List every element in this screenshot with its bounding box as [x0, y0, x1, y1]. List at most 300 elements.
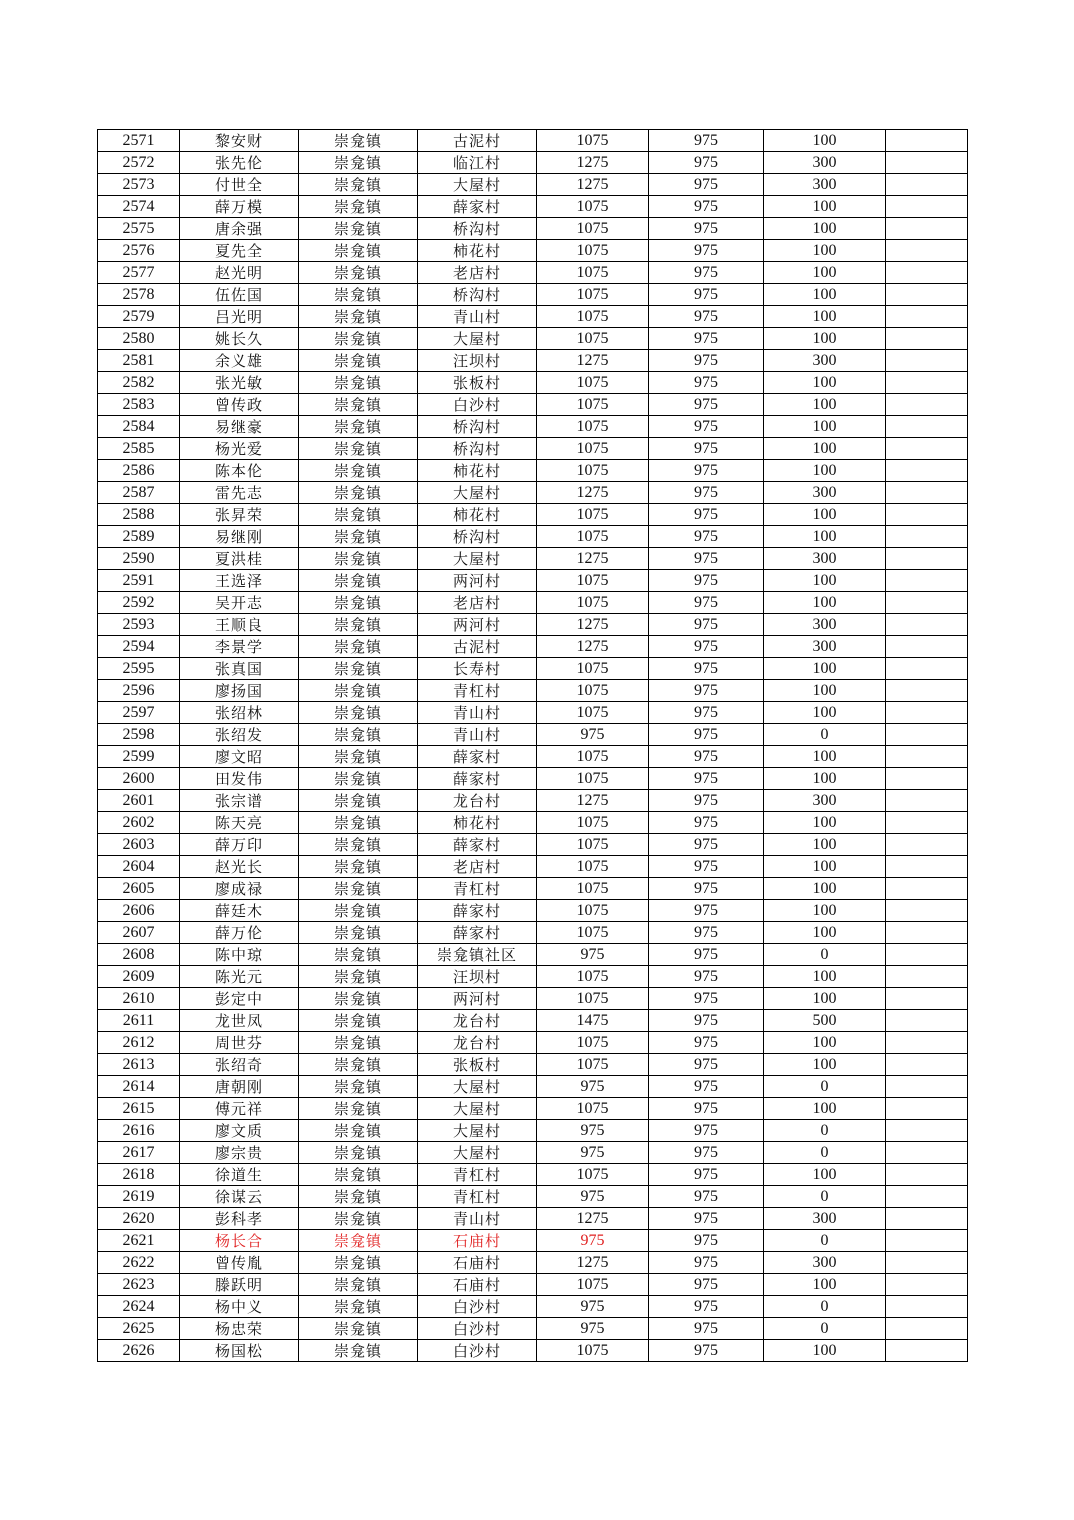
row-id-cell: 2613 [98, 1054, 180, 1076]
base-cell: 975 [649, 328, 764, 350]
row-id-cell: 2617 [98, 1142, 180, 1164]
difference-cell: 100 [764, 196, 886, 218]
name-cell: 王选泽 [180, 570, 299, 592]
town-cell: 崇龛镇 [299, 350, 418, 372]
table-row [98, 680, 968, 702]
name-cell: 陈天亮 [180, 812, 299, 834]
name-cell: 薛万模 [180, 196, 299, 218]
row-id-cell: 2614 [98, 1076, 180, 1098]
town-cell: 崇龛镇 [299, 548, 418, 570]
base-cell: 975 [649, 746, 764, 768]
difference-cell: 100 [764, 878, 886, 900]
base-cell: 975 [649, 570, 764, 592]
town-cell: 崇龛镇 [299, 1296, 418, 1318]
name-cell: 易继刚 [180, 526, 299, 548]
amount-cell: 1075 [537, 680, 649, 702]
amount-cell: 1075 [537, 1340, 649, 1362]
village-cell: 大屋村 [418, 174, 537, 196]
difference-cell: 100 [764, 834, 886, 856]
difference-cell: 100 [764, 658, 886, 680]
village-cell: 青杠村 [418, 878, 537, 900]
amount-cell: 975 [537, 1076, 649, 1098]
row-id-cell: 2623 [98, 1274, 180, 1296]
table-row [98, 1318, 968, 1340]
table-row [98, 1032, 968, 1054]
village-cell: 柿花村 [418, 240, 537, 262]
amount-cell: 1075 [537, 526, 649, 548]
table-row [98, 1208, 968, 1230]
remark-cell [886, 350, 968, 372]
table-row [98, 636, 968, 658]
row-id-cell: 2574 [98, 196, 180, 218]
town-cell: 崇龛镇 [299, 438, 418, 460]
base-cell: 975 [649, 1296, 764, 1318]
difference-cell: 300 [764, 548, 886, 570]
base-cell: 975 [649, 944, 764, 966]
difference-cell: 100 [764, 966, 886, 988]
row-id-cell: 2608 [98, 944, 180, 966]
base-cell: 975 [649, 834, 764, 856]
table-row [98, 328, 968, 350]
difference-cell: 0 [764, 1120, 886, 1142]
town-cell: 崇龛镇 [299, 636, 418, 658]
difference-cell: 500 [764, 1010, 886, 1032]
village-cell: 大屋村 [418, 328, 537, 350]
table-row [98, 174, 968, 196]
village-cell: 白沙村 [418, 1318, 537, 1340]
name-cell: 滕跃明 [180, 1274, 299, 1296]
amount-cell: 1075 [537, 856, 649, 878]
row-id-cell: 2591 [98, 570, 180, 592]
base-cell: 975 [649, 1164, 764, 1186]
village-cell: 临江村 [418, 152, 537, 174]
village-cell: 桥沟村 [418, 416, 537, 438]
difference-cell: 100 [764, 504, 886, 526]
remark-cell [886, 790, 968, 812]
row-id-cell: 2604 [98, 856, 180, 878]
row-id-cell: 2602 [98, 812, 180, 834]
town-cell: 崇龛镇 [299, 1032, 418, 1054]
difference-cell: 0 [764, 1142, 886, 1164]
amount-cell: 1075 [537, 812, 649, 834]
difference-cell: 300 [764, 152, 886, 174]
remark-cell [886, 658, 968, 680]
name-cell: 廖扬国 [180, 680, 299, 702]
table-row [98, 152, 968, 174]
remark-cell [886, 240, 968, 262]
amount-cell: 975 [537, 1120, 649, 1142]
name-cell: 杨长合 [180, 1230, 299, 1252]
name-cell: 夏洪桂 [180, 548, 299, 570]
base-cell: 975 [649, 460, 764, 482]
name-cell: 周世芬 [180, 1032, 299, 1054]
amount-cell: 1075 [537, 218, 649, 240]
row-id-cell: 2594 [98, 636, 180, 658]
town-cell: 崇龛镇 [299, 900, 418, 922]
table-row [98, 438, 968, 460]
remark-cell [886, 812, 968, 834]
table-row [98, 130, 968, 152]
difference-cell: 0 [764, 1076, 886, 1098]
village-cell: 张板村 [418, 1054, 537, 1076]
village-cell: 张板村 [418, 372, 537, 394]
remark-cell [886, 614, 968, 636]
name-cell: 廖宗贵 [180, 1142, 299, 1164]
table-row [98, 1296, 968, 1318]
row-id-cell: 2611 [98, 1010, 180, 1032]
name-cell: 易继豪 [180, 416, 299, 438]
table-row [98, 416, 968, 438]
town-cell: 崇龛镇 [299, 1318, 418, 1340]
base-cell: 975 [649, 284, 764, 306]
remark-cell [886, 1076, 968, 1098]
amount-cell: 975 [537, 1318, 649, 1340]
name-cell: 王顺良 [180, 614, 299, 636]
row-id-cell: 2581 [98, 350, 180, 372]
name-cell: 吴开志 [180, 592, 299, 614]
village-cell: 大屋村 [418, 1142, 537, 1164]
difference-cell: 100 [764, 394, 886, 416]
table-row [98, 548, 968, 570]
remark-cell [886, 856, 968, 878]
remark-cell [886, 988, 968, 1010]
village-cell: 老店村 [418, 262, 537, 284]
town-cell: 崇龛镇 [299, 922, 418, 944]
village-cell: 两河村 [418, 614, 537, 636]
village-cell: 汪坝村 [418, 350, 537, 372]
town-cell: 崇龛镇 [299, 526, 418, 548]
town-cell: 崇龛镇 [299, 130, 418, 152]
row-id-cell: 2597 [98, 702, 180, 724]
town-cell: 崇龛镇 [299, 262, 418, 284]
remark-cell [886, 1142, 968, 1164]
amount-cell: 1275 [537, 1252, 649, 1274]
town-cell: 崇龛镇 [299, 702, 418, 724]
difference-cell: 300 [764, 1252, 886, 1274]
table-row [98, 1054, 968, 1076]
amount-cell: 1075 [537, 834, 649, 856]
row-id-cell: 2580 [98, 328, 180, 350]
village-cell: 白沙村 [418, 1340, 537, 1362]
name-cell: 彭定中 [180, 988, 299, 1010]
amount-cell: 1075 [537, 988, 649, 1010]
amount-cell: 1075 [537, 1054, 649, 1076]
village-cell: 薛家村 [418, 922, 537, 944]
row-id-cell: 2593 [98, 614, 180, 636]
base-cell: 975 [649, 240, 764, 262]
row-id-cell: 2577 [98, 262, 180, 284]
row-id-cell: 2605 [98, 878, 180, 900]
town-cell: 崇龛镇 [299, 1098, 418, 1120]
amount-cell: 1075 [537, 900, 649, 922]
remark-cell [886, 504, 968, 526]
remark-cell [886, 1164, 968, 1186]
amount-cell: 1075 [537, 966, 649, 988]
name-cell: 伍佐国 [180, 284, 299, 306]
village-cell: 大屋村 [418, 548, 537, 570]
town-cell: 崇龛镇 [299, 1230, 418, 1252]
difference-cell: 0 [764, 1186, 886, 1208]
town-cell: 崇龛镇 [299, 1274, 418, 1296]
village-cell: 汪坝村 [418, 966, 537, 988]
amount-cell: 1075 [537, 878, 649, 900]
name-cell: 杨国松 [180, 1340, 299, 1362]
amount-cell: 1075 [537, 504, 649, 526]
table-row [98, 900, 968, 922]
table-row [98, 702, 968, 724]
table-row [98, 284, 968, 306]
amount-cell: 975 [537, 724, 649, 746]
amount-cell: 1275 [537, 152, 649, 174]
village-cell: 两河村 [418, 988, 537, 1010]
table-row [98, 1230, 968, 1252]
base-cell: 975 [649, 152, 764, 174]
village-cell: 崇龛镇社区 [418, 944, 537, 966]
village-cell: 薛家村 [418, 768, 537, 790]
base-cell: 975 [649, 1340, 764, 1362]
name-cell: 陈本伦 [180, 460, 299, 482]
name-cell: 黎安财 [180, 130, 299, 152]
name-cell: 傅元祥 [180, 1098, 299, 1120]
amount-cell: 1275 [537, 350, 649, 372]
difference-cell: 100 [764, 438, 886, 460]
difference-cell: 100 [764, 1340, 886, 1362]
amount-cell: 1075 [537, 922, 649, 944]
base-cell: 975 [649, 416, 764, 438]
row-id-cell: 2595 [98, 658, 180, 680]
remark-cell [886, 702, 968, 724]
row-id-cell: 2576 [98, 240, 180, 262]
name-cell: 张光敏 [180, 372, 299, 394]
name-cell: 张昇荣 [180, 504, 299, 526]
remark-cell [886, 394, 968, 416]
name-cell: 薛廷木 [180, 900, 299, 922]
table-row [98, 746, 968, 768]
row-id-cell: 2584 [98, 416, 180, 438]
base-cell: 975 [649, 636, 764, 658]
remark-cell [886, 834, 968, 856]
amount-cell: 975 [537, 1186, 649, 1208]
table-row [98, 460, 968, 482]
table-row [98, 526, 968, 548]
difference-cell: 300 [764, 790, 886, 812]
difference-cell: 100 [764, 416, 886, 438]
base-cell: 975 [649, 438, 764, 460]
remark-cell [886, 416, 968, 438]
row-id-cell: 2587 [98, 482, 180, 504]
difference-cell: 100 [764, 812, 886, 834]
name-cell: 张先伦 [180, 152, 299, 174]
remark-cell [886, 284, 968, 306]
base-cell: 975 [649, 614, 764, 636]
remark-cell [886, 746, 968, 768]
remark-cell [886, 900, 968, 922]
table-row [98, 1098, 968, 1120]
town-cell: 崇龛镇 [299, 504, 418, 526]
difference-cell: 0 [764, 1318, 886, 1340]
base-cell: 975 [649, 1186, 764, 1208]
town-cell: 崇龛镇 [299, 1142, 418, 1164]
amount-cell: 1075 [537, 328, 649, 350]
village-cell: 石庙村 [418, 1252, 537, 1274]
difference-cell: 100 [764, 768, 886, 790]
base-cell: 975 [649, 394, 764, 416]
base-cell: 975 [649, 856, 764, 878]
difference-cell: 100 [764, 306, 886, 328]
row-id-cell: 2588 [98, 504, 180, 526]
village-cell: 石庙村 [418, 1230, 537, 1252]
village-cell: 古泥村 [418, 636, 537, 658]
remark-cell [886, 1340, 968, 1362]
town-cell: 崇龛镇 [299, 152, 418, 174]
table-row [98, 944, 968, 966]
name-cell: 姚长久 [180, 328, 299, 350]
amount-cell: 975 [537, 944, 649, 966]
base-cell: 975 [649, 372, 764, 394]
difference-cell: 300 [764, 174, 886, 196]
difference-cell: 100 [764, 570, 886, 592]
village-cell: 桥沟村 [418, 526, 537, 548]
name-cell: 夏先全 [180, 240, 299, 262]
table-row [98, 570, 968, 592]
difference-cell: 0 [764, 944, 886, 966]
remark-cell [886, 724, 968, 746]
difference-cell: 100 [764, 1032, 886, 1054]
amount-cell: 1075 [537, 592, 649, 614]
row-id-cell: 2583 [98, 394, 180, 416]
village-cell: 薛家村 [418, 196, 537, 218]
town-cell: 崇龛镇 [299, 724, 418, 746]
difference-cell: 100 [764, 1054, 886, 1076]
table-row [98, 1340, 968, 1362]
amount-cell: 1075 [537, 284, 649, 306]
village-cell: 龙台村 [418, 790, 537, 812]
base-cell: 975 [649, 768, 764, 790]
amount-cell: 1275 [537, 636, 649, 658]
name-cell: 薛万印 [180, 834, 299, 856]
town-cell: 崇龛镇 [299, 768, 418, 790]
remark-cell [886, 460, 968, 482]
village-cell: 白沙村 [418, 1296, 537, 1318]
row-id-cell: 2592 [98, 592, 180, 614]
remark-cell [886, 570, 968, 592]
town-cell: 崇龛镇 [299, 174, 418, 196]
village-cell: 柿花村 [418, 504, 537, 526]
name-cell: 付世全 [180, 174, 299, 196]
base-cell: 975 [649, 1120, 764, 1142]
name-cell: 杨中义 [180, 1296, 299, 1318]
village-cell: 白沙村 [418, 394, 537, 416]
amount-cell: 1075 [537, 1164, 649, 1186]
amount-cell: 1275 [537, 1208, 649, 1230]
row-id-cell: 2582 [98, 372, 180, 394]
name-cell: 廖文质 [180, 1120, 299, 1142]
village-cell: 长寿村 [418, 658, 537, 680]
amount-cell: 1075 [537, 460, 649, 482]
row-id-cell: 2615 [98, 1098, 180, 1120]
table-row [98, 482, 968, 504]
name-cell: 张宗谱 [180, 790, 299, 812]
base-cell: 975 [649, 196, 764, 218]
row-id-cell: 2622 [98, 1252, 180, 1274]
base-cell: 975 [649, 1076, 764, 1098]
row-id-cell: 2618 [98, 1164, 180, 1186]
name-cell: 唐余强 [180, 218, 299, 240]
difference-cell: 100 [764, 988, 886, 1010]
name-cell: 薛万伦 [180, 922, 299, 944]
difference-cell: 100 [764, 1098, 886, 1120]
remark-cell [886, 1098, 968, 1120]
town-cell: 崇龛镇 [299, 856, 418, 878]
difference-cell: 100 [764, 922, 886, 944]
name-cell: 陈光元 [180, 966, 299, 988]
amount-cell: 1075 [537, 746, 649, 768]
town-cell: 崇龛镇 [299, 878, 418, 900]
amount-cell: 1275 [537, 482, 649, 504]
amount-cell: 1075 [537, 262, 649, 284]
row-id-cell: 2589 [98, 526, 180, 548]
remark-cell [886, 152, 968, 174]
name-cell: 彭科孝 [180, 1208, 299, 1230]
table-row [98, 394, 968, 416]
amount-cell: 1075 [537, 1032, 649, 1054]
base-cell: 975 [649, 526, 764, 548]
base-cell: 975 [649, 966, 764, 988]
name-cell: 余义雄 [180, 350, 299, 372]
base-cell: 975 [649, 922, 764, 944]
difference-cell: 100 [764, 702, 886, 724]
remark-cell [886, 878, 968, 900]
difference-cell: 100 [764, 592, 886, 614]
base-cell: 975 [649, 218, 764, 240]
remark-cell [886, 1208, 968, 1230]
row-id-cell: 2603 [98, 834, 180, 856]
table-row [98, 1164, 968, 1186]
row-id-cell: 2619 [98, 1186, 180, 1208]
town-cell: 崇龛镇 [299, 416, 418, 438]
amount-cell: 1075 [537, 658, 649, 680]
base-cell: 975 [649, 812, 764, 834]
remark-cell [886, 922, 968, 944]
name-cell: 李景学 [180, 636, 299, 658]
town-cell: 崇龛镇 [299, 372, 418, 394]
remark-cell [886, 592, 968, 614]
name-cell: 张绍奇 [180, 1054, 299, 1076]
row-id-cell: 2616 [98, 1120, 180, 1142]
difference-cell: 100 [764, 680, 886, 702]
amount-cell: 1075 [537, 416, 649, 438]
row-id-cell: 2573 [98, 174, 180, 196]
amount-cell: 975 [537, 1230, 649, 1252]
table-row [98, 812, 968, 834]
difference-cell: 100 [764, 130, 886, 152]
row-id-cell: 2607 [98, 922, 180, 944]
table-row [98, 350, 968, 372]
remark-cell [886, 482, 968, 504]
remark-cell [886, 636, 968, 658]
name-cell: 徐道生 [180, 1164, 299, 1186]
table-row [98, 878, 968, 900]
amount-cell: 1275 [537, 548, 649, 570]
row-id-cell: 2621 [98, 1230, 180, 1252]
table-row [98, 1142, 968, 1164]
remark-cell [886, 1230, 968, 1252]
remark-cell [886, 768, 968, 790]
name-cell: 龙世凤 [180, 1010, 299, 1032]
town-cell: 崇龛镇 [299, 834, 418, 856]
row-id-cell: 2590 [98, 548, 180, 570]
town-cell: 崇龛镇 [299, 614, 418, 636]
